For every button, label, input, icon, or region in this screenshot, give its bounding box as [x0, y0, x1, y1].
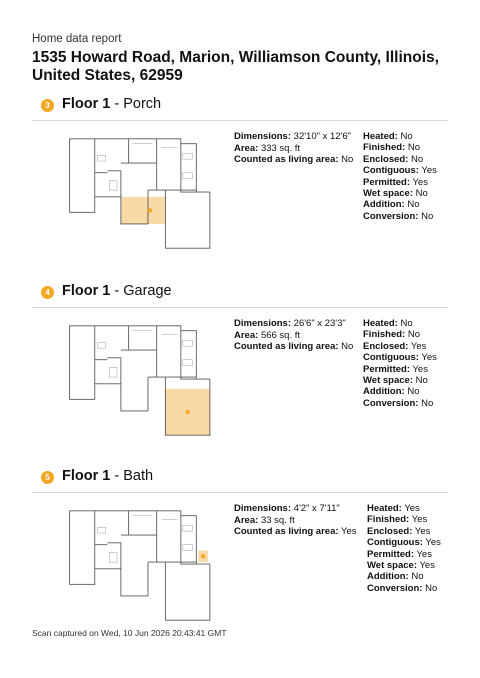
- conversion-label: Conversion:: [363, 397, 419, 409]
- heated-value: No: [400, 131, 413, 142]
- addition-value: No: [407, 386, 420, 398]
- permitted-label: Permitted:: [363, 363, 410, 375]
- room-dimensions-block: [234, 318, 353, 353]
- room-number-badge: 4: [41, 286, 54, 299]
- living-area-value: Yes: [341, 526, 357, 538]
- floor-name: Floor 1: [62, 468, 111, 484]
- wet-space-label: Wet space:: [363, 188, 413, 200]
- dimensions-value: 26'6" x 23'3": [293, 318, 346, 329]
- room-title: [62, 468, 153, 484]
- wet-space-value: No: [415, 375, 428, 387]
- finished-label: Finished:: [367, 514, 410, 526]
- room-marker: [201, 554, 205, 558]
- room-dimensions-block: [234, 503, 357, 538]
- wet-space-label: Wet space:: [367, 560, 417, 572]
- conversion-value: No: [421, 210, 434, 222]
- conversion-label: Conversion:: [367, 582, 423, 594]
- wet-space-value: No: [415, 188, 428, 200]
- room-marker: [148, 208, 152, 212]
- floor-plan-thumbnail: [62, 506, 232, 624]
- permitted-value: Yes: [412, 176, 428, 188]
- room-header: [32, 95, 448, 119]
- room-name: Garage: [123, 283, 172, 299]
- enclosed-value: Yes: [414, 525, 431, 537]
- section-divider: [32, 120, 448, 121]
- floor-name: Floor 1: [62, 283, 111, 299]
- room-title: [62, 96, 161, 112]
- room-title: [62, 283, 172, 299]
- living-area-label: Counted as living area:: [234, 154, 339, 166]
- heated-label: Heated:: [363, 318, 398, 329]
- floor-plan-drawing: [62, 321, 232, 439]
- room-attributes-block: [363, 131, 437, 222]
- room-section-porch: [32, 95, 448, 222]
- dimensions-value: 32'10" x 12'6": [293, 131, 352, 142]
- area-value: 33 sq. ft: [260, 514, 295, 526]
- report-label: Home data report: [32, 33, 122, 45]
- heated-value: Yes: [404, 503, 420, 514]
- contiguous-label: Contiguous:: [363, 352, 419, 364]
- dimensions-label: Dimensions:: [234, 318, 292, 329]
- room-header: [32, 282, 448, 306]
- conversion-value: No: [425, 582, 438, 594]
- addition-label: Addition:: [367, 571, 409, 583]
- dimensions-label: Dimensions:: [234, 131, 292, 142]
- wet-space-value: Yes: [419, 560, 435, 572]
- addition-label: Addition:: [363, 386, 405, 398]
- room-name: Porch: [123, 96, 162, 112]
- heated-value: No: [400, 318, 413, 329]
- permitted-label: Permitted:: [367, 548, 414, 560]
- heated-label: Heated:: [367, 503, 402, 514]
- floor-name: Floor 1: [62, 96, 111, 112]
- contiguous-label: Contiguous:: [363, 165, 419, 177]
- title-separator: -: [110, 283, 124, 299]
- title-separator: -: [110, 468, 124, 484]
- floor-plan-thumbnail: [62, 134, 232, 252]
- room-marker: [185, 410, 189, 414]
- wet-space-label: Wet space:: [363, 375, 413, 387]
- conversion-label: Conversion:: [363, 210, 419, 222]
- property-address: 1535 Howard Road, Marion, Williamson County, Illinois, United States, 62959: [32, 49, 439, 84]
- contiguous-value: Yes: [421, 165, 437, 177]
- enclosed-label: Enclosed:: [363, 340, 409, 352]
- enclosed-value: Yes: [410, 340, 427, 352]
- section-divider: [32, 492, 448, 493]
- dimensions-label: Dimensions:: [234, 503, 292, 514]
- room-attributes-block: [363, 318, 437, 409]
- section-divider: [32, 307, 448, 308]
- addition-value: No: [411, 571, 424, 583]
- area-label: Area:: [234, 142, 259, 154]
- area-label: Area:: [234, 514, 259, 526]
- finished-value: Yes: [411, 514, 428, 526]
- room-section-garage: [32, 282, 448, 409]
- room-attributes-block: [367, 503, 441, 594]
- room-number-badge: 3: [41, 99, 54, 112]
- permitted-value: Yes: [412, 363, 428, 375]
- finished-label: Finished:: [363, 142, 406, 154]
- heated-label: Heated:: [363, 131, 398, 142]
- finished-value: No: [407, 329, 421, 341]
- title-separator: -: [110, 96, 124, 112]
- room-name: Bath: [123, 468, 154, 484]
- floor-plan-drawing: [62, 134, 232, 252]
- room-header: [32, 467, 448, 491]
- area-label: Area:: [234, 329, 259, 341]
- enclosed-label: Enclosed:: [367, 525, 413, 537]
- finished-label: Finished:: [363, 329, 406, 341]
- permitted-label: Permitted:: [363, 176, 410, 188]
- enclosed-value: No: [411, 153, 424, 165]
- addition-label: Addition:: [363, 199, 405, 211]
- scan-timestamp: Scan captured on Wed, 10 Jun 2026 20:43:41 GMT: [32, 628, 227, 638]
- contiguous-value: Yes: [425, 537, 441, 549]
- room-section-bath: [32, 467, 448, 594]
- floor-plan-drawing: [62, 506, 232, 624]
- living-area-label: Counted as living area:: [234, 341, 339, 353]
- conversion-value: No: [421, 397, 434, 409]
- permitted-value: Yes: [416, 548, 432, 560]
- contiguous-label: Contiguous:: [367, 537, 423, 549]
- addition-value: No: [407, 199, 420, 211]
- area-value: 333 sq. ft: [260, 142, 301, 154]
- living-area-value: No: [341, 154, 354, 166]
- highlighted-room-area: [121, 197, 165, 224]
- area-value: 566 sq. ft: [260, 329, 301, 341]
- finished-value: No: [407, 142, 421, 154]
- room-dimensions-block: [234, 131, 353, 166]
- contiguous-value: Yes: [421, 352, 437, 364]
- living-area-value: No: [341, 341, 354, 353]
- floor-plan-thumbnail: [62, 321, 232, 439]
- room-number-badge: 5: [41, 471, 54, 484]
- living-area-label: Counted as living area:: [234, 526, 339, 538]
- dimensions-value: 4'2" x 7'11": [293, 503, 340, 514]
- enclosed-label: Enclosed:: [363, 153, 409, 165]
